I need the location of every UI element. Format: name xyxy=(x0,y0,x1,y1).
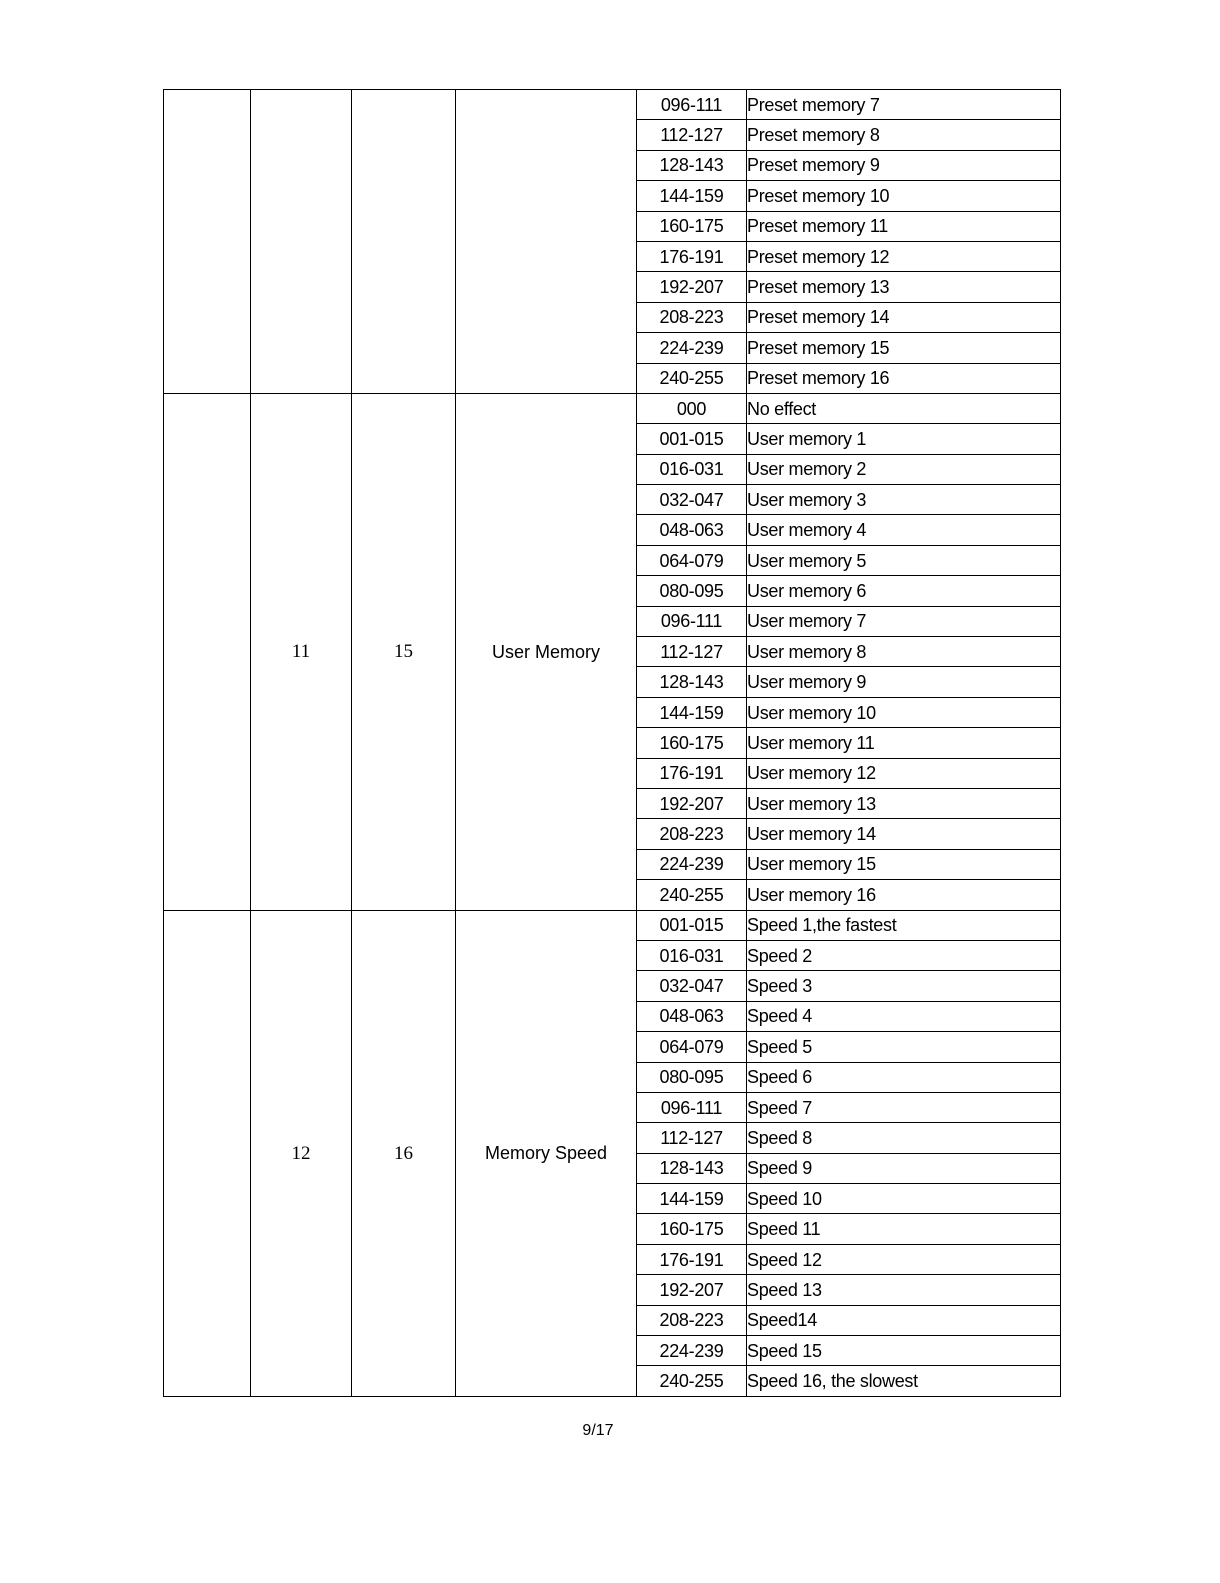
dmx-value-range: 048-063 xyxy=(637,1001,747,1031)
blank-cell xyxy=(164,910,251,1396)
dmx-value-range: 160-175 xyxy=(637,1214,747,1244)
dmx-value-range: 176-191 xyxy=(637,758,747,788)
dmx-value-range: 208-223 xyxy=(637,819,747,849)
function-description: Preset memory 7 xyxy=(747,90,1061,120)
dmx-value-range: 160-175 xyxy=(637,728,747,758)
function-description: User memory 14 xyxy=(747,819,1061,849)
function-description: Preset memory 10 xyxy=(747,181,1061,211)
function-description: User memory 6 xyxy=(747,576,1061,606)
function-name: User Memory xyxy=(456,393,637,910)
function-description: User memory 13 xyxy=(747,788,1061,818)
dmx-value-range: 112-127 xyxy=(637,1123,747,1153)
dmx-value-range: 176-191 xyxy=(637,241,747,271)
dmx-value-range: 192-207 xyxy=(637,272,747,302)
function-description: Speed 16, the slowest xyxy=(747,1366,1061,1396)
dmx-value-range: 064-079 xyxy=(637,1032,747,1062)
table-row xyxy=(164,910,1061,940)
function-description: Speed 7 xyxy=(747,1092,1061,1122)
dmx-value-range: 032-047 xyxy=(637,971,747,1001)
dmx-value-range: 112-127 xyxy=(637,120,747,150)
function-description: User memory 3 xyxy=(747,485,1061,515)
function-name xyxy=(456,90,637,394)
function-description: Speed 6 xyxy=(747,1062,1061,1092)
dmx-value-range: 001-015 xyxy=(637,910,747,940)
dmx-value-range: 128-143 xyxy=(637,667,747,697)
function-description: Speed 2 xyxy=(747,940,1061,970)
dmx-value-range: 128-143 xyxy=(637,150,747,180)
function-name: Memory Speed xyxy=(456,910,637,1396)
dmx-value-range: 096-111 xyxy=(637,90,747,120)
blank-cell xyxy=(164,90,251,394)
channel-number-b: 16 xyxy=(352,910,456,1396)
function-description: Preset memory 15 xyxy=(747,333,1061,363)
function-description: Speed 8 xyxy=(747,1123,1061,1153)
dmx-value-range: 096-111 xyxy=(637,606,747,636)
dmx-value-range: 240-255 xyxy=(637,1366,747,1396)
dmx-value-range: 016-031 xyxy=(637,940,747,970)
function-description: Preset memory 14 xyxy=(747,302,1061,332)
channel-number-a xyxy=(251,90,352,394)
dmx-value-range: 001-015 xyxy=(637,424,747,454)
function-description: Preset memory 8 xyxy=(747,120,1061,150)
function-description: Speed 1,the fastest xyxy=(747,910,1061,940)
dmx-value-range: 144-159 xyxy=(637,1184,747,1214)
function-description: Speed 13 xyxy=(747,1275,1061,1305)
function-description: Speed 3 xyxy=(747,971,1061,1001)
function-description: Speed 9 xyxy=(747,1153,1061,1183)
function-description: User memory 11 xyxy=(747,728,1061,758)
function-description: Preset memory 9 xyxy=(747,150,1061,180)
dmx-value-range: 096-111 xyxy=(637,1092,747,1122)
function-description: Speed14 xyxy=(747,1305,1061,1335)
channel-number-b: 15 xyxy=(352,393,456,910)
dmx-value-range: 144-159 xyxy=(637,697,747,727)
function-description: User memory 1 xyxy=(747,424,1061,454)
function-description: Preset memory 11 xyxy=(747,211,1061,241)
function-description: User memory 8 xyxy=(747,637,1061,667)
function-description: User memory 9 xyxy=(747,667,1061,697)
function-description: User memory 15 xyxy=(747,849,1061,879)
dmx-value-range: 016-031 xyxy=(637,454,747,484)
dmx-value-range: 064-079 xyxy=(637,545,747,575)
page-number: 9/17 xyxy=(582,1422,614,1439)
function-description: User memory 4 xyxy=(747,515,1061,545)
channel-number-b xyxy=(352,90,456,394)
dmx-value-range: 192-207 xyxy=(637,1275,747,1305)
dmx-value-range: 128-143 xyxy=(637,1153,747,1183)
function-description: Speed 4 xyxy=(747,1001,1061,1031)
table-row xyxy=(164,393,1061,423)
function-description: User memory 12 xyxy=(747,758,1061,788)
function-description: Speed 5 xyxy=(747,1032,1061,1062)
function-description: User memory 16 xyxy=(747,880,1061,910)
dmx-value-range: 208-223 xyxy=(637,1305,747,1335)
dmx-channel-table xyxy=(163,89,1061,1397)
dmx-value-range: 224-239 xyxy=(637,1336,747,1366)
function-description: No effect xyxy=(747,393,1061,423)
dmx-value-range: 224-239 xyxy=(637,849,747,879)
blank-cell xyxy=(164,393,251,910)
dmx-table-body xyxy=(164,90,1061,1397)
function-description: Preset memory 12 xyxy=(747,241,1061,271)
dmx-value-range: 032-047 xyxy=(637,485,747,515)
dmx-value-range: 080-095 xyxy=(637,576,747,606)
dmx-value-range: 144-159 xyxy=(637,181,747,211)
dmx-value-range: 224-239 xyxy=(637,333,747,363)
function-description: Preset memory 16 xyxy=(747,363,1061,393)
channel-number-a: 12 xyxy=(251,910,352,1396)
dmx-value-range: 192-207 xyxy=(637,788,747,818)
table-row xyxy=(164,90,1061,120)
dmx-value-range: 080-095 xyxy=(637,1062,747,1092)
function-description: User memory 10 xyxy=(747,697,1061,727)
function-description: Speed 12 xyxy=(747,1244,1061,1274)
function-description: User memory 7 xyxy=(747,606,1061,636)
function-description: User memory 2 xyxy=(747,454,1061,484)
dmx-value-range: 208-223 xyxy=(637,302,747,332)
dmx-value-range: 048-063 xyxy=(637,515,747,545)
dmx-value-range: 112-127 xyxy=(637,637,747,667)
function-description: Speed 11 xyxy=(747,1214,1061,1244)
function-description: Speed 15 xyxy=(747,1336,1061,1366)
function-description: User memory 5 xyxy=(747,545,1061,575)
dmx-value-range: 240-255 xyxy=(637,363,747,393)
function-description: Preset memory 13 xyxy=(747,272,1061,302)
dmx-value-range: 000 xyxy=(637,393,747,423)
dmx-value-range: 160-175 xyxy=(637,211,747,241)
dmx-value-range: 240-255 xyxy=(637,880,747,910)
channel-number-a: 11 xyxy=(251,393,352,910)
function-description: Speed 10 xyxy=(747,1184,1061,1214)
dmx-value-range: 176-191 xyxy=(637,1244,747,1274)
